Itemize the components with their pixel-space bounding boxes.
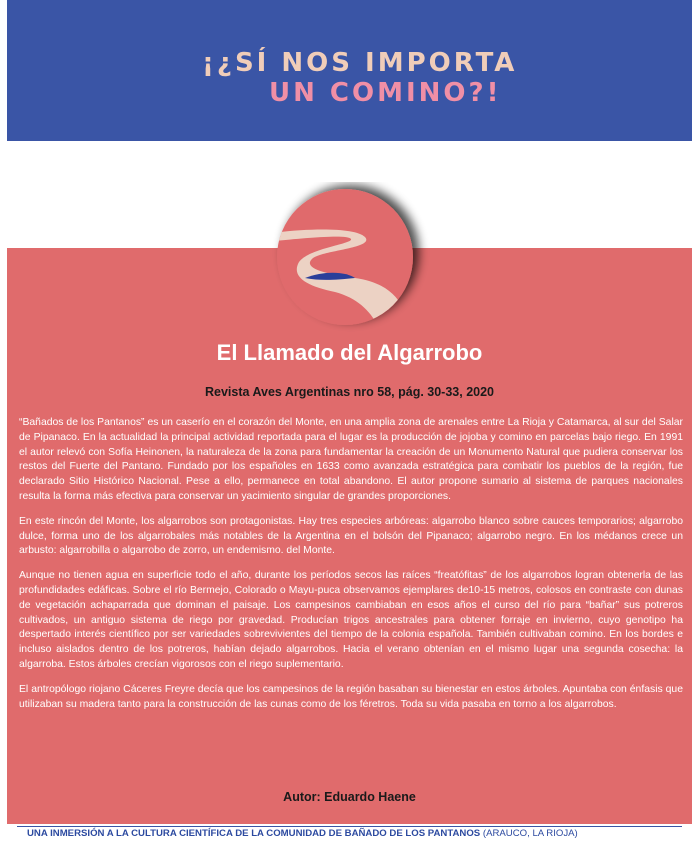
footer-title: UNA INMERSIÓN A LA CULTURA CIENTÍFICA DE LA COMUNIDAD DE BAÑADO DE LOS PANTANOS	[27, 828, 481, 839]
title-line-2: UN COMINO?!	[269, 78, 502, 108]
footer-location: (ARAUCO, LA RIOJA)	[480, 828, 578, 839]
footer	[27, 828, 578, 839]
paragraph: En este rincón del Monte, los algarrobos son protagonistas. Hay tres especies arbóreas: algarrobo blanco sobre cauces temporarios; algarrobo dulce, forma uno de los algarrobales más notables de la Argentina en el bolsón del Pipanaco; algarrobo negro. En los médanos crece un arbusto: algarrobilla o algarrobo de zorro, un endemismo. del Monte.	[19, 515, 683, 557]
page	[7, 0, 692, 855]
title-line-1: ¡¿SÍ NOS IMPORTA	[202, 48, 518, 78]
article-body	[19, 416, 683, 722]
paragraph: El antropólogo riojano Cáceres Freyre decía que los campesinos de la región basaban su bienestar en estos árboles. Apuntaba con énfasis que utilizaban su madera tanto para la construcción de las cunas como de los féretros. Toda su vida pasaba en torno a los algarrobos.	[19, 683, 683, 710]
footer-divider	[17, 826, 682, 827]
article-author: Autor: Eduardo Haene	[283, 790, 416, 804]
river-logo-icon	[265, 182, 455, 342]
article-source: Revista Aves Argentinas nro 58, pág. 30-33, 2020	[204, 385, 495, 399]
campaign-title	[7, 40, 692, 120]
paragraph: “Bañados de los Pantanos” es un caserío en el corazón del Monte, en una amplia zona de arenales entre La Rioja y Catamarca, al sur del Salar de Pipanaco. En la actualidad la principal actividad reportada para el lugar es la producción de jojoba y comino en parcelas bajo riego. En 1991 el autor relevó con Sofía Heinonen, la naturaleza de la zona para fundamentar la creación de un Monumento Natural que pudiera conservar los restos del Fuerte del Pantano. Fundado por los españoles en 1633 como avanzada estratégica para combatir los pueblos de la región, fue declarado Sitio Histórico Nacional. Pese a ello, permanece en total abandono. El autor propone sumario al sistema de parques nacionales resulta la forma más efectiva para conservar un yacimiento singular de grandes proporciones.	[19, 417, 683, 502]
header-band	[7, 0, 692, 141]
paragraph: Aunque no tienen agua en superficie todo el año, durante los períodos secos las raíces “freatófitas” de los algarrobos logran obtenerla de las profundidades edáficas. Sobre el río Bermejo, Colorado o Mayu-puca observamos ejemplares de10-15 metros, colosos en contraste con dunas de vegetación achaparrada que dominan el paisaje. Los campesinos cambiaban en esos años el curso del río para “bañar” sus potreros cultivados, un antiguo sistema de riego por gravedad. Producían trigos ancestrales para obtener forraje en invierno, cuyo genotipo ha despertado interés científico por ser variedades sobrevivientes del tiempo de la colonia española. También cultivaban comino. En los bordes e incluso aislados dentro de los potreros, habían dejado algarrobos. Hacia el verano obtenían en el mismo lugar una segunda cosecha: la algarroba. Estos árboles crecían vigorosos con el riego suplementario.	[19, 570, 683, 670]
article-title: El Llamado del Algarrobo	[216, 340, 483, 365]
